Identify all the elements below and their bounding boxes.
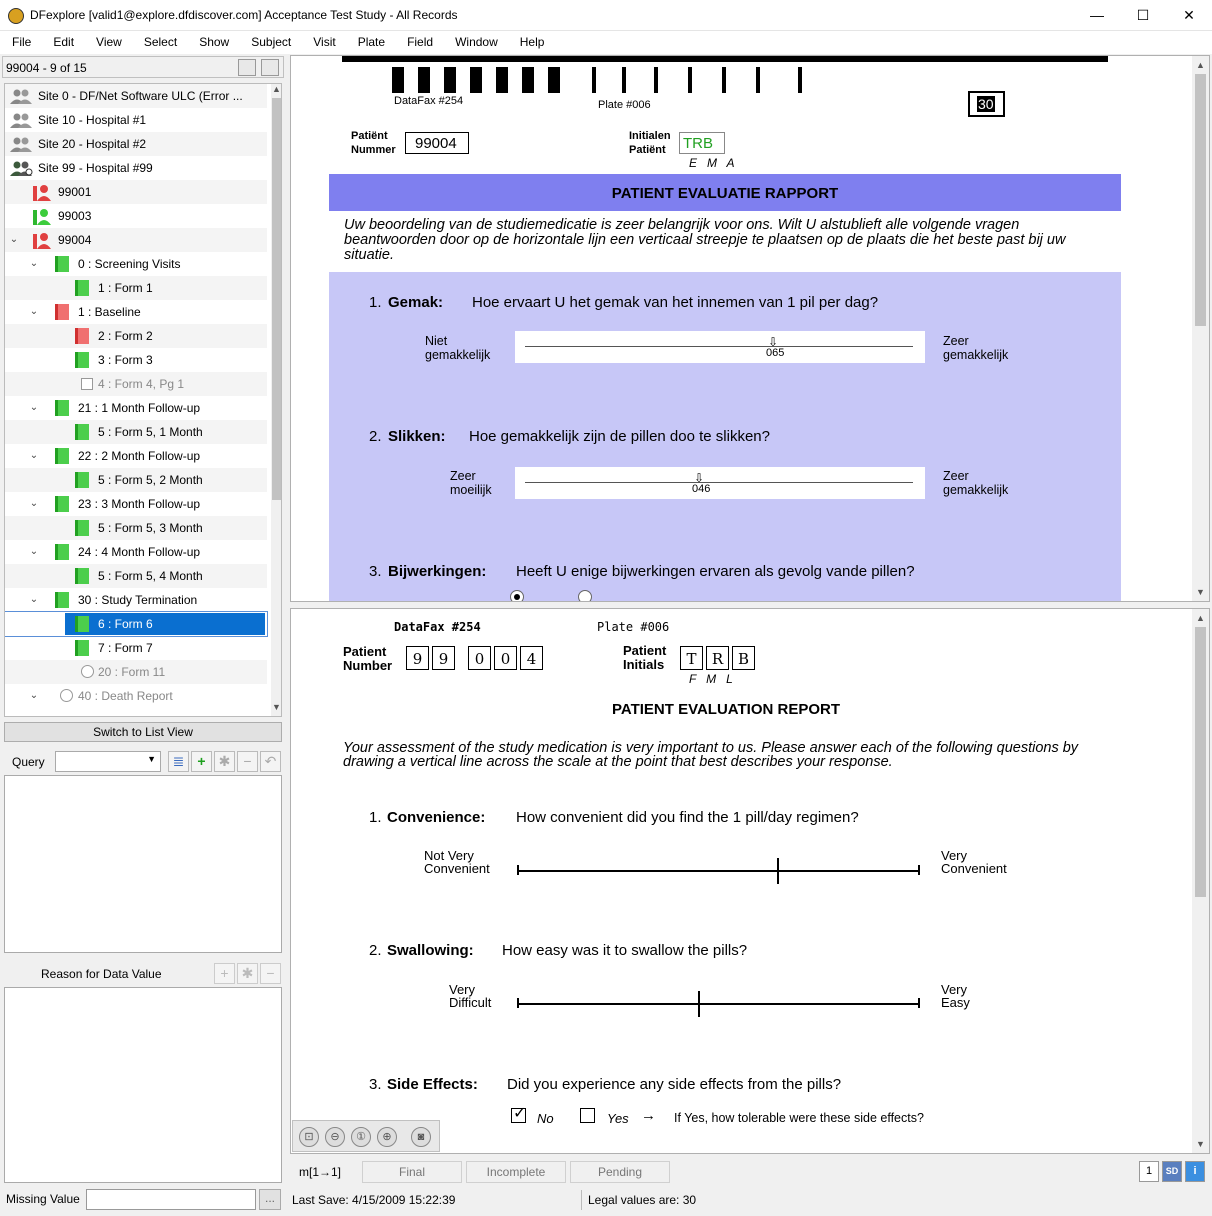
zoom-in-icon[interactable]: ⊕ (377, 1127, 397, 1147)
q3-title: Bijwerkingen: (388, 563, 487, 580)
scan-q2-scale (517, 1003, 920, 1005)
tree-item-visit-1[interactable] (5, 300, 267, 324)
undo-icon[interactable]: ↶ (260, 751, 281, 772)
tree-item-form-6-selected[interactable] (5, 612, 267, 636)
scan-patient-label: Patient Number (343, 644, 393, 673)
form-complete-icon (75, 520, 89, 536)
scroll-up-icon[interactable]: ▲ (1196, 60, 1205, 70)
visit-optional-icon (60, 689, 73, 702)
scan-q3-text: Did you experience any side effects from the pills? (507, 1076, 842, 1093)
scan-q3-follow: If Yes, how tolerable were these side effects? (674, 1111, 924, 1125)
final-button[interactable]: Final (362, 1161, 462, 1183)
status-divider (581, 1190, 582, 1210)
scan-q2-scale-tick-right (918, 998, 920, 1008)
tree-item-label: 1 : Baseline (78, 305, 141, 319)
patient-red-icon (33, 232, 51, 249)
tree-item-label: 40 : Death Report (78, 689, 173, 703)
tree-item-form-1[interactable] (5, 276, 267, 300)
tree-item-label: Site 20 - Hospital #2 (38, 137, 147, 151)
plate-number: Plate #006 (598, 99, 651, 111)
users-open-icon (9, 161, 33, 176)
incomplete-button[interactable]: Incomplete (466, 1161, 566, 1183)
q1-number: 1. (369, 294, 382, 311)
scan-q2-scale-tick-left (517, 998, 519, 1008)
q3-no-radio[interactable] (510, 590, 524, 602)
tree-item-label: 4 : Form 4, Pg 1 (98, 377, 185, 391)
chevron-down-icon[interactable]: ⌄ (29, 450, 39, 461)
legal-values: Legal values are: 30 (588, 1193, 697, 1207)
scan-patient-digit: 0 (468, 646, 491, 670)
scroll-down-icon[interactable]: ▼ (1196, 587, 1205, 597)
scan-datafax-number: DataFax #254 (394, 620, 481, 634)
tree-item-label: 2 : Form 2 (98, 329, 153, 343)
form-title: PATIENT EVALUATIE RAPPORT (611, 185, 839, 202)
scan-q3-yes-label: Yes (607, 1111, 629, 1126)
visit-complete-icon (55, 400, 69, 416)
scan-q1-scale (517, 870, 920, 872)
form-intro: Uw beoordeling van de studiemedicatie is zeer belangrijk voor ons. Wilt U alstublieft alle volgende vragen beantwoorden door op de horizontale lijn een verticaal streepje te plaatsen op de plaats die het beste past bij uw situatie. (344, 217, 1066, 263)
zoom-reset-icon[interactable]: ① (351, 1127, 371, 1147)
chevron-down-icon[interactable]: ⌄ (29, 594, 39, 605)
visit-complete-icon (55, 592, 69, 608)
missing-value-browse-button[interactable]: ... (259, 1189, 281, 1210)
form-optional-icon (81, 665, 94, 678)
chevron-down-icon[interactable]: ⌄ (29, 306, 39, 317)
mode-indicator: m[1→1] (299, 1165, 342, 1179)
form-top-bar (342, 56, 1108, 62)
asterisk-icon[interactable]: ✱ (214, 751, 235, 772)
level-box[interactable]: 1 (1139, 1161, 1159, 1182)
scan-q2-number: 2. (369, 942, 382, 959)
tree-item-label: 0 : Screening Visits (78, 257, 181, 271)
tree-item-visit-40[interactable] (5, 684, 267, 708)
tree-item-patient-99001[interactable] (5, 180, 267, 204)
tree-item-label: 21 : 1 Month Follow-up (78, 401, 201, 415)
form-complete-icon (75, 280, 89, 296)
arrow-right-icon: → (641, 1107, 656, 1124)
title-bar (0, 0, 1212, 31)
scan-q2-title: Swallowing: (387, 942, 474, 959)
tree-item-visit-23[interactable] (5, 492, 267, 516)
tree-item-site-0[interactable] (5, 84, 267, 108)
patient-red-icon (33, 184, 51, 201)
scan-scrollbar[interactable] (1192, 609, 1209, 1153)
scan-patient-digit: 4 (520, 646, 543, 670)
menu-select[interactable]: Select (143, 35, 178, 49)
tree-item-form-5-1[interactable] (5, 420, 267, 444)
scan-q1-number: 1. (369, 809, 382, 826)
menu-field[interactable]: Field (407, 35, 434, 49)
tree-item-form-5-2[interactable] (5, 468, 267, 492)
q3-number: 3. (369, 563, 382, 580)
tree-item-label: 1 : Form 1 (98, 281, 153, 295)
scan-scroll-thumb[interactable] (1195, 627, 1206, 897)
add-query-button[interactable]: + (191, 751, 212, 772)
tree-item-form-2[interactable] (5, 324, 267, 348)
patient-number-label: Patiënt (351, 130, 388, 142)
form-error-icon (75, 328, 89, 344)
tree-item-label: Site 99 - Hospital #99 (38, 161, 153, 175)
q1-title: Gemak: (388, 294, 444, 311)
chevron-down-icon[interactable]: ⌄ (29, 546, 39, 557)
scan-q1-left-anchor: Not Very Convenient (424, 848, 490, 876)
form-complete-icon (75, 568, 89, 584)
initials-label-2: Patiënt (629, 144, 666, 156)
q2-scale[interactable] (515, 467, 925, 499)
arrow-down-icon: ⇩ (694, 471, 705, 485)
data-entry-form-pane[interactable] (290, 55, 1210, 602)
q1-right-anchor: Zeer gemakkelijk (943, 334, 1009, 362)
scan-q1-title: Convenience: (387, 809, 486, 826)
scan-q2-mark (698, 991, 700, 1017)
users-icon (9, 137, 33, 152)
form-complete-icon (75, 640, 89, 656)
patient-green-icon (33, 208, 51, 225)
scan-initials-label: Patient Initials (623, 643, 667, 672)
initials-sub: E M A (689, 156, 735, 170)
query-select[interactable] (55, 751, 161, 772)
chevron-down-icon[interactable]: ⌄ (29, 498, 39, 509)
form-complete-icon (75, 616, 89, 632)
scan-q1-right-anchor: Very Convenient (941, 848, 1007, 876)
initials-field[interactable] (679, 132, 725, 154)
chevron-down-icon: ▼ (147, 754, 156, 764)
tree-item-label: Site 10 - Hospital #1 (38, 113, 147, 127)
questions-section (329, 272, 1121, 602)
tree-item-label: Site 0 - DF/Net Software ULC (Error ... (38, 89, 243, 103)
close-button[interactable]: ✕ (1183, 7, 1195, 23)
q2-value: 046 (692, 483, 711, 495)
scan-patient-digit: 0 (494, 646, 517, 670)
missing-value-label: Missing Value (6, 1192, 80, 1206)
tree-item-label: 23 : 3 Month Follow-up (78, 497, 201, 511)
selection-highlight (65, 613, 265, 635)
form-scroll-thumb[interactable] (1195, 74, 1206, 326)
datafax-number: DataFax #254 (394, 95, 464, 107)
tree-item-form-5-3[interactable] (5, 516, 267, 540)
q1-value: 065 (766, 347, 785, 359)
menu-plate[interactable]: Plate (357, 35, 386, 49)
barcode (392, 67, 812, 95)
chevron-down-icon[interactable]: ⌄ (29, 258, 39, 269)
tree-item-form-7[interactable] (5, 636, 267, 660)
q3-text: Heeft U enige bijwerkingen ervaren als gevolg vande pillen? (516, 563, 915, 580)
tree-item-label: 5 : Form 5, 2 Month (98, 473, 203, 487)
form-complete-icon (75, 472, 89, 488)
menu-edit[interactable]: Edit (53, 35, 75, 49)
tree-item-form-11[interactable] (5, 660, 267, 684)
scroll-down-icon[interactable]: ▼ (272, 702, 281, 712)
remove-query-button[interactable]: − (237, 751, 258, 772)
scan-q1-text: How convenient did you find the 1 pill/day regimen? (516, 809, 859, 826)
scan-plate-number: Plate #006 (597, 620, 670, 634)
pending-button[interactable]: Pending (570, 1161, 670, 1183)
scroll-up-icon[interactable]: ▲ (272, 84, 281, 94)
menu-file[interactable]: File (12, 35, 32, 49)
tree-item-visit-22[interactable] (5, 444, 267, 468)
tree-scroll-thumb[interactable] (272, 98, 281, 500)
visit-complete-icon (55, 496, 69, 512)
switch-to-list-view-button[interactable]: Switch to List View (4, 722, 282, 742)
window-title: DFexplore [valid1@explore.dfdiscover.com] Acceptance Test Study - All Records (30, 8, 458, 22)
q2-text: Hoe gemakkelijk zijn de pillen doo te slikken? (469, 428, 770, 445)
visit-complete-icon (55, 256, 69, 272)
form-missing-icon (81, 378, 93, 390)
scan-initials-sub: F M L (689, 672, 733, 686)
menu-bar (0, 31, 1212, 54)
patient-number-value: 99004 (415, 135, 457, 152)
camera-icon[interactable]: ◙ (411, 1127, 431, 1147)
query-label: Query (12, 755, 45, 769)
tree-item-label: 7 : Form 7 (98, 641, 153, 655)
scan-q1-scale-tick-right (918, 865, 920, 875)
tree-item-label: 20 : Form 11 (98, 665, 166, 679)
scan-q2-right-anchor: Very Easy (941, 982, 970, 1010)
fit-icon[interactable]: ⊡ (299, 1127, 319, 1147)
tree-item-label: 5 : Form 5, 1 Month (98, 425, 203, 439)
form-title-banner (329, 174, 1121, 211)
chevron-down-icon[interactable]: ⌄ (29, 402, 39, 413)
tree-item-form-3[interactable] (5, 348, 267, 372)
menu-help[interactable]: Help (519, 35, 545, 49)
q2-title: Slikken: (388, 428, 446, 445)
tree-item-label: 3 : Form 3 (98, 353, 153, 367)
patient-number-label-2: Nummer (351, 144, 396, 156)
tree-item-label: 99001 (58, 185, 92, 199)
asterisk-icon[interactable]: ✱ (237, 963, 258, 984)
scan-initial-letter: R (706, 646, 729, 670)
scan-patient-digit: 9 (406, 646, 429, 670)
scan-q2-left-anchor: Very Difficult (449, 982, 492, 1010)
record-position-header (2, 56, 284, 78)
initials-label: Initialen (629, 130, 671, 142)
menu-subject[interactable]: Subject (251, 35, 292, 49)
form-complete-icon (75, 424, 89, 440)
page-field[interactable] (968, 91, 1005, 117)
tree-item-label: 99004 (58, 233, 92, 247)
q2-right-anchor: Zeer gemakkelijk (943, 469, 1009, 497)
form-complete-icon (75, 352, 89, 368)
tree-item-patient-99003[interactable] (5, 204, 267, 228)
form-scrollbar[interactable] (1192, 56, 1209, 601)
users-icon (9, 113, 33, 128)
tree-item-site-10[interactable] (5, 108, 267, 132)
tree-item-label: 6 : Form 6 (98, 617, 153, 631)
scan-q1-mark (777, 858, 779, 884)
query-text-area[interactable] (4, 775, 282, 953)
scanned-image-pane[interactable] (290, 608, 1210, 1154)
scan-q1-scale-tick-left (517, 865, 519, 875)
tree-item-site-20[interactable] (5, 132, 267, 156)
scan-initial-letter: T (680, 646, 703, 670)
add-reason-button[interactable]: + (214, 963, 235, 984)
q1-text: Hoe ervaart U het gemak van het innemen van 1 pil per dag? (472, 294, 879, 311)
minimize-button[interactable]: — (1090, 7, 1104, 23)
tree-item-site-99[interactable] (5, 156, 267, 180)
tree-item-label: 99003 (58, 209, 92, 223)
tree-item-label: 5 : Form 5, 4 Month (98, 569, 203, 583)
page-field-value: 30 (978, 96, 994, 112)
scan-form-intro: Your assessment of the study medication is very important to us. Please answer each of the following questions by drawing a vertical line across the scale at the point that best describes your response. (343, 740, 1079, 770)
tree-item-visit-30[interactable] (5, 588, 267, 612)
record-position: 99004 - 9 of 15 (6, 61, 87, 75)
maximize-button[interactable]: ☐ (1136, 7, 1150, 23)
clock-icon[interactable] (238, 59, 256, 76)
tree-item-visit-24[interactable] (5, 540, 267, 564)
scan-initial-letter: B (732, 646, 755, 670)
scroll-up-icon[interactable]: ▲ (1196, 613, 1205, 623)
save-status-bar (290, 1188, 1210, 1214)
tree-item-label: 22 : 2 Month Follow-up (78, 449, 201, 463)
q1-scale[interactable] (515, 331, 925, 363)
menu-window[interactable]: Window (455, 35, 498, 49)
menu-view[interactable]: View (96, 35, 122, 49)
last-save: Last Save: 4/15/2009 15:22:39 (292, 1193, 456, 1207)
chevron-down-icon[interactable]: ⌄ (9, 234, 19, 245)
tree-item-label: 30 : Study Termination (78, 593, 198, 607)
scan-q2-text: How easy was it to swallow the pills? (502, 942, 748, 959)
users-icon (9, 89, 33, 104)
reason-text-area[interactable] (4, 987, 282, 1183)
scan-q3-number: 3. (369, 1076, 382, 1093)
image-zoom-toolbar (292, 1120, 440, 1152)
chevron-down-icon[interactable]: ⌄ (29, 690, 39, 701)
scan-q3-no-checkbox: ✓ (513, 1105, 527, 1122)
q3-yes-radio[interactable] (578, 590, 592, 602)
tree-item-label: 5 : Form 5, 3 Month (98, 521, 203, 535)
q1-left-anchor: Niet gemakkelijk (425, 334, 491, 362)
arrow-down-icon: ⇩ (768, 335, 779, 349)
columns-icon[interactable] (261, 59, 279, 76)
initials-value: TRB (683, 135, 713, 152)
info-icon[interactable]: i (1185, 1161, 1205, 1182)
list-icon[interactable]: ≣ (168, 751, 189, 772)
app-icon (8, 8, 24, 24)
menu-show[interactable]: Show (199, 35, 230, 49)
visit-complete-icon (55, 544, 69, 560)
visit-complete-icon (55, 448, 69, 464)
missing-value-input[interactable] (86, 1189, 256, 1210)
tree-item-visit-0[interactable] (5, 252, 267, 276)
tree-item-label: 24 : 4 Month Follow-up (78, 545, 201, 559)
tree-item-form-5-4[interactable] (5, 564, 267, 588)
scan-q3-title: Side Effects: (387, 1076, 478, 1093)
scan-patient-digit: 9 (432, 646, 455, 670)
menu-visit[interactable]: Visit (313, 35, 336, 49)
tree-scrollbar[interactable] (271, 84, 282, 716)
subject-tree[interactable] (4, 83, 282, 717)
visit-error-icon (55, 304, 69, 320)
scroll-down-icon[interactable]: ▼ (1196, 1139, 1205, 1149)
tree-item-visit-21[interactable] (5, 396, 267, 420)
q2-number: 2. (369, 428, 382, 445)
sd-icon[interactable]: SD (1162, 1161, 1182, 1182)
q2-left-anchor: Zeer moeilijk (450, 469, 492, 497)
reason-label: Reason for Data Value (41, 967, 162, 981)
tree-item-patient-99004[interactable] (5, 228, 267, 252)
scan-q3-no-label: No (537, 1111, 554, 1126)
scan-q3-yes-checkbox (580, 1108, 595, 1123)
zoom-out-icon[interactable]: ⊖ (325, 1127, 345, 1147)
tree-item-form-4[interactable] (5, 372, 267, 396)
scan-form-title: PATIENT EVALUATION REPORT (611, 701, 841, 718)
patient-number-field[interactable] (405, 132, 469, 154)
remove-reason-button[interactable]: − (260, 963, 281, 984)
